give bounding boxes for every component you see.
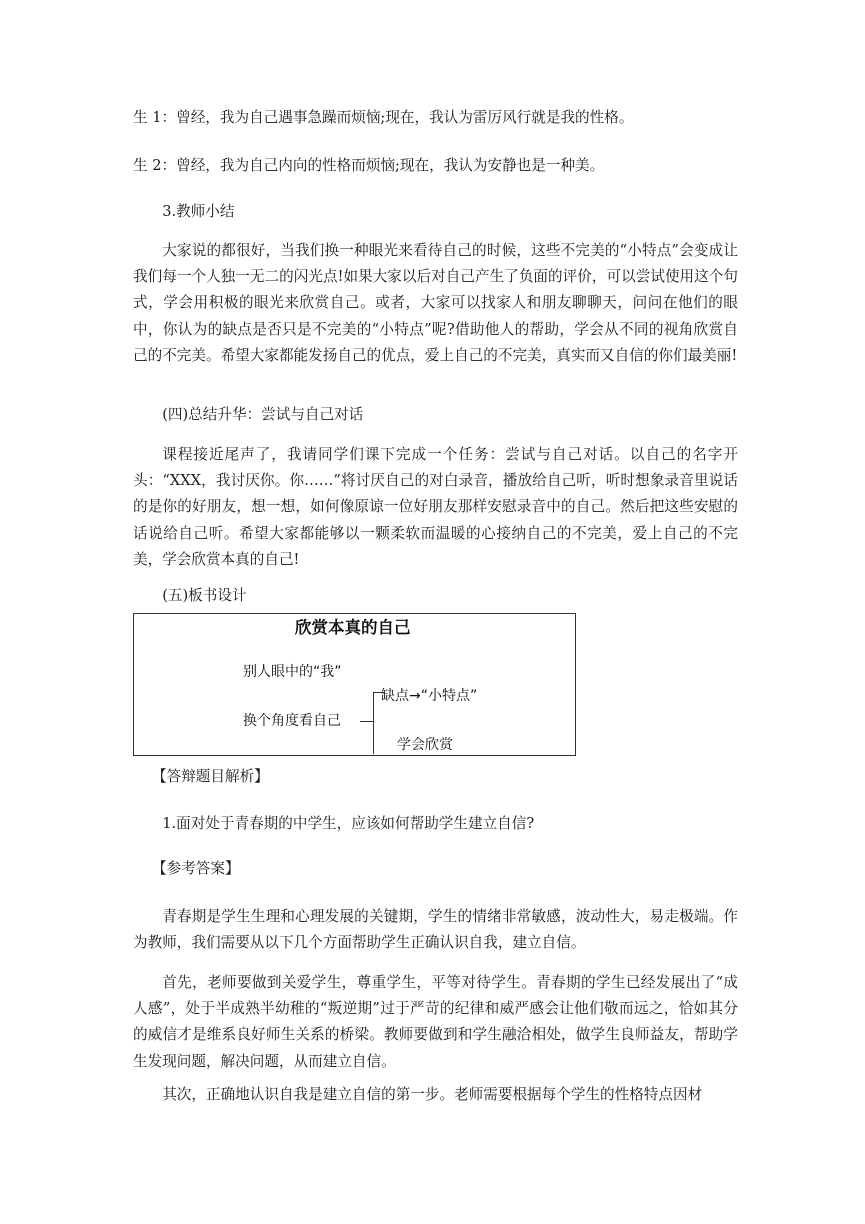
paragraph-self-dialogue: 课程接近尾声了，我请同学们课下完成一个任务：尝试与自己对话。以自己的名字开头：“XXX，我讨厌你。你……”将讨厌自己的对白录音，播放给自己听，听时想象录音里说话的是你的好朋友，想一想，如何像原谅一位好朋友那样安慰录音中的自己。然后把这些安慰的话说给自己听。希望大家都能够以一颗柔软而温暖的心接纳自己的不完美，爱上自己的不完美，学会欣赏本真的自己!	[133, 446, 738, 568]
board-bracket-line	[373, 692, 374, 754]
section-reference-answer: 【参考答案】	[152, 860, 240, 877]
paragraph-teacher-summary: 大家说的都很好，当我们换一种眼光来看待自己的时候，这些不完美的“小特点”会变成让我们每一个人独一无二的闪光点!如果大家以后对自己产生了负面的评价，可以尝试使用这个句式，学会用积极的眼光来欣赏自己。或者，大家可以找家人和朋友聊聊天，问问在他们的眼中，你认为的缺点是否只是不完美的“小特点”呢?借助他人的帮助，学会从不同的视角欣赏自己的不完美。希望大家都能发扬自己的优点，爱上自己的不完美，真实而又自信的你们最美丽!	[133, 242, 738, 364]
board-right-item-2: 学会欣赏	[397, 737, 453, 753]
board-right-item-1: 缺点→“小特点”	[381, 688, 478, 704]
paragraph-answer-intro: 青春期是学生生理和心理发展的关键期，学生的情绪非常敏感，波动性大，易走极端。作为教师，我们需要从以下几个方面帮助学生正确认识自我，建立自信。	[133, 908, 738, 952]
section-summary-heading: (四)总结升华：尝试与自己对话	[162, 406, 364, 423]
paragraph-answer-second: 其次，正确地认识自我是建立自信的第一步。老师需要根据每个学生的性格特点因材	[162, 1086, 703, 1103]
section-board-design: (五)板书设计	[162, 587, 247, 604]
section-defense-analysis: 【答辩题目解析】	[152, 768, 269, 785]
board-design-box	[133, 613, 576, 756]
paragraph-answer-first: 首先，老师要做到关爱学生，尊重学生，平等对待学生。青春期的学生已经发展出了“成人感”，处于半成熟半幼稚的“叛逆期”过于严苛的纪律和威严感会让他们敬而远之，恰如其分的威信才是维系良好师生关系的桥梁。教师要做到和学生融洽相处，做学生良师益友，帮助学生发现问题，解决问题，从而建立自信。	[133, 974, 738, 1070]
board-left-item-1: 别人眼中的“我”	[243, 664, 342, 680]
question-1: 1.面对处于青春期的中学生，应该如何帮助学生建立自信?	[162, 815, 535, 832]
board-bracket-top	[373, 692, 385, 693]
student-1-line: 生 1：曾经，我为自己遇事急躁而烦恼;现在，我认为雷厉风行就是我的性格。	[133, 109, 634, 126]
board-left-item-2: 换个角度看自己	[243, 713, 341, 729]
section-teacher-summary: 3.教师小结	[162, 203, 235, 220]
student-2-line: 生 2：曾经，我为自己内向的性格而烦恼;现在，我认为安静也是一种美。	[133, 157, 605, 174]
board-title: 欣赏本真的自己	[295, 618, 411, 637]
board-bracket-connector	[360, 721, 373, 722]
